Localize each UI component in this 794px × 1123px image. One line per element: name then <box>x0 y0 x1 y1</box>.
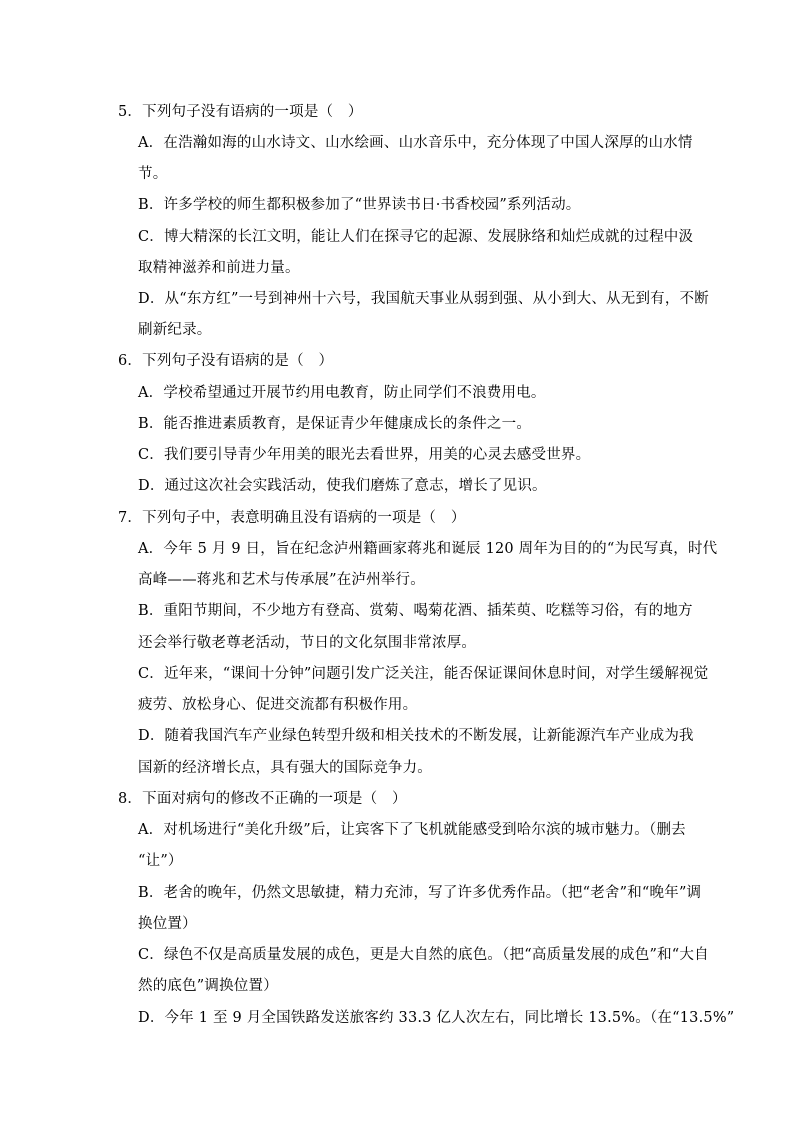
question-8-option-a: A．对机场进行“美化升级”后，让宾客下了飞机就能感受到哈尔滨的城市魅力。（删去 <box>138 822 686 838</box>
question-8-option-a-cont: “让”） <box>138 853 183 869</box>
question-7-option-d-cont: 国新的经济增长点，具有强大的国际竞争力。 <box>138 760 432 776</box>
question-6-stem: 6．下列句子没有语病的是（ ） <box>118 353 334 369</box>
question-8-option-d: D．今年 1 至 9 月全国铁路发送旅客约 33.3 亿人次左右，同比增长 13.5%。（在“13.5%” <box>138 1010 735 1026</box>
question-7-option-c-cont: 疲劳、放松身心、促进交流都有积极作用。 <box>138 697 418 713</box>
question-7-option-d: D．随着我国汽车产业绿色转型升级和相关技术的不断发展，让新能源汽车产业成为我 <box>138 728 694 744</box>
question-5-option-b: B．许多学校的师生都积极参加了“世界读书日·书香校园”系列活动。 <box>138 197 581 213</box>
question-6-option-b: B．能否推进素质教育，是保证青少年健康成长的条件之一。 <box>138 416 532 432</box>
question-5-stem: 5．下列句子没有语病的一项是（ ） <box>118 104 363 120</box>
question-8-option-c: C．绿色不仅是高质量发展的成色，更是大自然的底色。（把“高质量发展的成色”和“大自 <box>138 947 709 963</box>
question-7-option-c: C．近年来，“课间十分钟”问题引发广泛关注，能否保证课间休息时间，对学生缓解视觉 <box>138 666 709 682</box>
question-6-option-c: C．我们要引导青少年用美的眼光去看世界，用美的心灵去感受世界。 <box>138 447 591 463</box>
question-6-option-d: D．通过这次社会实践活动，使我们磨炼了意志，增长了见识。 <box>138 478 547 494</box>
question-5-option-d: D．从“东方红”一号到神州十六号，我国航天事业从弱到强、从小到大、从无到有，不断 <box>138 291 709 307</box>
question-5-option-d-cont: 刷新纪录。 <box>138 322 212 338</box>
question-5-option-c: C．博大精深的长江文明，能让人们在探寻它的起源、发展脉络和灿烂成就的过程中汲 <box>138 229 694 245</box>
question-5-option-a-cont: 节。 <box>138 166 168 182</box>
question-6-option-a: A．学校希望通过开展节约用电教育，防止同学们不浪费用电。 <box>138 385 546 401</box>
question-7-option-a-cont: 高峰——蒋兆和艺术与传承展”在泸州举行。 <box>138 572 425 588</box>
question-5-option-c-cont: 取精神滋养和前进力量。 <box>138 260 300 276</box>
question-7-option-a: A．今年 5 月 9 日，旨在纪念泸州籍画家蒋兆和诞辰 120 周年为目的的“为民写真，时代 <box>138 541 718 557</box>
question-7-option-b: B．重阳节期间，不少地方有登高、赏菊、喝菊花酒、插茱萸、吃糕等习俗，有的地方 <box>138 603 693 619</box>
question-8-option-c-cont: 然的底色”调换位置） <box>138 978 278 994</box>
question-5-option-a: A．在浩瀚如海的山水诗文、山水绘画、山水音乐中，充分体现了中国人深厚的山水情 <box>138 135 693 151</box>
question-8-option-b: B．老舍的晚年，仍然文思敏捷，精力充沛，写了许多优秀作品。（把“老舍”和“晚年”调 <box>138 885 702 901</box>
question-8-stem: 8．下面对病句的修改不正确的一项是（ ） <box>118 791 407 807</box>
question-8-option-b-cont: 换位置） <box>138 916 197 932</box>
question-7-option-b-cont: 还会举行敬老尊老活动，节日的文化氛围非常浓厚。 <box>138 635 477 651</box>
question-7-stem: 7．下列句子中，表意明确且没有语病的一项是（ ） <box>118 510 466 526</box>
